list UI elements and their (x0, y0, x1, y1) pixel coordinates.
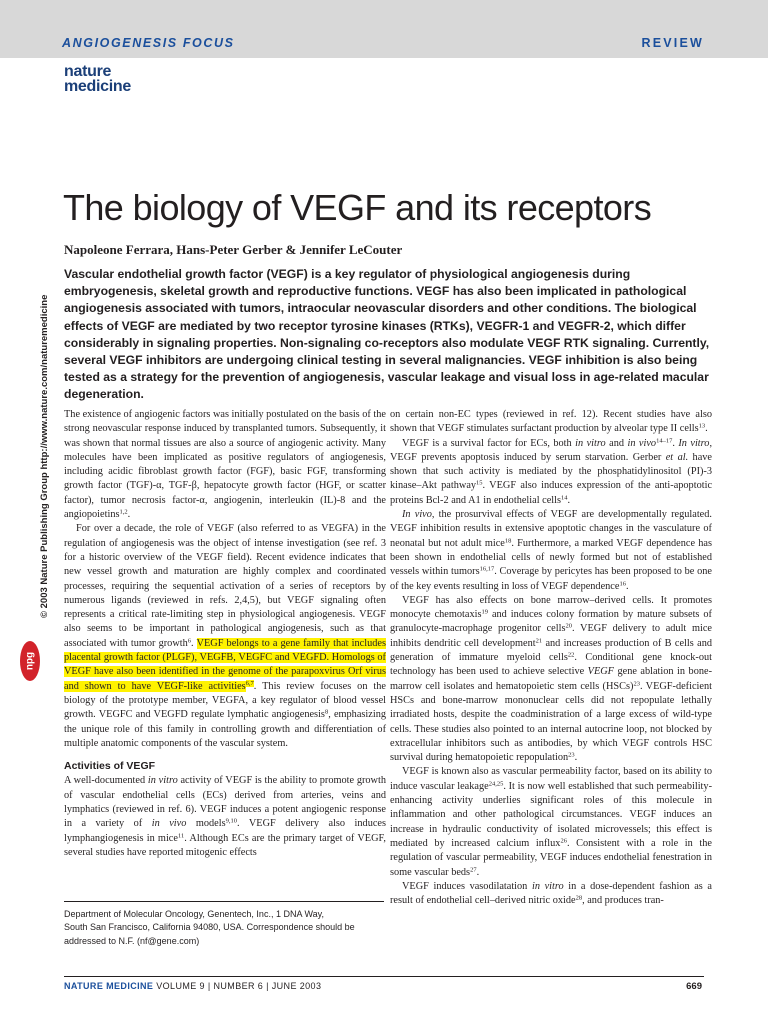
text-run: . (672, 437, 679, 449)
text-run: VEGF induces vasodilatation (402, 880, 532, 892)
italic-run: In vivo (402, 509, 432, 521)
logo-line-nature: nature (64, 63, 112, 80)
citation: 23 (568, 751, 575, 759)
text-run: . This review focuses on the biology of the prototype member, VEGFA, a key regulator of blood vessel growth. VEGFC and VEGFD regulate lymphatic angiogenesis (64, 680, 386, 721)
text-run: , VEGF prevents apoptosis induced by serum starvation. Gerber (390, 437, 713, 463)
author-list: Napoleone Ferrara, Hans-Peter Gerber & Jennifer LeCouter (64, 242, 403, 257)
text-run: and increases production of B cells and generation of immature myeloid cells (390, 637, 712, 664)
italic-run: VEGF (587, 666, 614, 678)
text-run: models (186, 818, 226, 830)
citation: 20 (565, 622, 572, 630)
footer-issue: VOLUME 9 | NUMBER 6 | JUNE 2003 (156, 981, 322, 991)
page-number: 669 (686, 981, 702, 992)
logo-line-medicine: medicine (64, 78, 131, 95)
text-run: . (191, 637, 197, 649)
body-column-left (64, 408, 386, 860)
italic-run: in vitro (531, 880, 564, 892)
article-title: The biology of VEGF and its receptors (63, 187, 652, 228)
footnote-line: South San Francisco, California 94080, USA. Correspondence should be (64, 922, 355, 933)
text-run: . Consistent with a role in the regulation of vascular permeability, VEGF induces endothelial fenestration in some vascular beds (390, 837, 712, 878)
citation: 14 (561, 494, 568, 502)
citation: 19 (481, 608, 488, 616)
abstract: Vascular endothelial growth factor (VEGF) is a key regulator of physiological angiogenesis during embryogenesis, skeletal growth and reproductive functions. VEGF has also been implicated in pathological angiogenesis associated with tumors, intraocular neovascular disorders and other conditions. The biological effects of VEGF are mediated by two receptor tyrosine kinases (RTKs), VEGFR-1 and VEGFR-2, which differ considerably in signaling properties. Non-signaling co-receptors also modulate VEGF RTK signaling. Currently, several VEGF inhibitors are undergoing clinical testing in several malignancies. VEGF inhibition is also being tested as a strategy for the prevention of angiogenesis, vascular leakage and visual loss in age-related macular degeneration. (64, 267, 710, 402)
citation: 28 (575, 894, 583, 902)
text-run: VEGF is known also as vascular permeability factor, based on its ability to induce vascular leakage (390, 766, 712, 792)
citation: 16,17 (479, 565, 495, 573)
citation: 11 (177, 832, 185, 840)
text-run: , and produces tran- (582, 895, 664, 907)
text-run: , emphasizing the unique role of this family in controlling growth and differentiation of multiple anatomic components of the vascular system. (64, 709, 386, 749)
text-run: and (605, 437, 628, 449)
italic-run: in vivo (627, 437, 657, 449)
italic-run: in vitro (575, 437, 606, 449)
paragraph (390, 437, 712, 508)
text-run: . It is now well established that such permeability-enhancing activity underlies significant roles of this molecule in inflammation and other pathological circumstances. VEGF induces an increase in hydraulic conductivity of isolated microvessels; this effect is mediated by increased calcium influx (390, 780, 712, 849)
footnote-line: addressed to N.F. (nf@gene.com) (64, 935, 200, 946)
text-run: . (567, 494, 571, 506)
paragraph (64, 408, 386, 522)
text-run: A well-documented (64, 775, 148, 787)
footer-journal-name: NATURE MEDICINE (64, 981, 154, 991)
text-run: . Although ECs are the primary target of VEGF, several studies have reported mitogenic effects (64, 832, 386, 858)
italic-run: in vivo (151, 818, 187, 830)
citation: 23 (633, 680, 640, 688)
citation: 8 (324, 708, 329, 716)
text-run: . (127, 509, 131, 521)
citation: 15 (476, 479, 483, 487)
text-run: . Furthermore, a marked VEGF dependence has been shown in endothelial cells of newly formed but not of established vessels within tumors (390, 537, 712, 578)
text-run: , the prosurvival effects of VEGF are developmentally regulated. VEGF inhibition results in extensive apoptotic changes in the vasculature of neonatal but not adult mice (390, 509, 712, 549)
paragraph (64, 774, 386, 860)
paragraph (64, 522, 386, 751)
citation: 1,2 (119, 508, 128, 516)
footnote-divider (64, 901, 384, 902)
citation: 26 (560, 837, 567, 845)
text-run: activity of VEGF is the ability to promote growth of vascular endothelial cells (ECs) derived from arteries, veins and lymphatics (reviewed in ref. 6). VEGF induces a potent angiogenic response in a variety of (64, 775, 386, 830)
text-run: VEGF is a survival factor for ECs, both (402, 437, 576, 449)
npg-logo-text: npg (24, 651, 36, 671)
footer-citation (64, 981, 321, 991)
paragraph (390, 408, 712, 437)
paragraph (390, 508, 712, 594)
citation: 24,25 (488, 780, 504, 788)
text-run: . (476, 866, 480, 878)
text-run: . VEGF also induces expression of the anti-apoptotic proteins Bcl-2 and A1 in endothelial cells (390, 480, 713, 506)
text-run: . Conditional gene knock-out technology has been used to achieve selective (390, 652, 713, 678)
npg-logo-icon (19, 640, 41, 682)
text-run: . Coverage by pericytes has been proposed to be one of the key events resulting in loss of VEGF dependence (390, 566, 712, 592)
citation: 22 (567, 651, 575, 659)
text-run: on certain non-EC types (reviewed in ref. 12). Recent studies have also shown that VEGF stimulates surfactant production by alveolar type II cells (390, 409, 712, 435)
footer-divider (64, 976, 704, 977)
italic-run: In vitro (678, 437, 710, 449)
text-run: . (705, 423, 708, 435)
journal-logo (64, 64, 131, 94)
article-type-label: REVIEW (641, 36, 704, 50)
copyright-text: © 2003 Nature Publishing Group http://www.nature.com/naturemedicine (39, 294, 50, 618)
citation: 18 (504, 537, 512, 545)
citation: 13 (698, 422, 706, 430)
text-run: . VEGF-deficient HSCs and bone-marrow mononuclear cells did not repopulate lethally irradiated hosts, despite the coadministration of a large excess of wild-type cells. These studies also pointed to an internal autocrine loop, not blocked by extracellular inhibitors such as antibodies, by which VEGF controls HSC survival during hematopoietic repopulation (390, 680, 712, 764)
text-run: have shown that such activity is mediated by the phosphatidylinositol (PI)-3 kinase–Akt pathway (390, 451, 712, 492)
affiliation-footnote (64, 908, 384, 948)
citation: 27 (470, 866, 477, 873)
text-run: VEGF has also effects on bone marrow–derived cells. It promotes monocyte chemotaxis (390, 594, 712, 621)
text-run: . (625, 580, 629, 592)
text-run: . VEGF delivery to adult mice inhibits dendritic cell development (390, 623, 712, 649)
italic-run: in vitro (147, 775, 178, 787)
citation: 14–17 (656, 437, 673, 445)
italic-run: et al. (665, 451, 689, 463)
text-run: . VEGF delivery also induces lymphangiogenesis in mice (64, 818, 386, 844)
citation: 6 (187, 637, 192, 645)
section-heading: Activities of VEGF (64, 760, 156, 773)
copyright-sidebar (33, 218, 50, 638)
citation: 21 (535, 637, 543, 645)
text-run: The existence of angiogenic factors was initially postulated on the basis of the strong neovascular response induced by transplanted tumors. Subsequently, it was shown that normal tissues are also a source of angiogenic activity. Many molecules have been implicated as positive regulators of angiogenesis, including acidic fibroblast growth factor (FGF), basic FGF, transforming growth factor (TGF)-α, TGF-β, hepatocyte growth factor (HGF, or scatter factor), tumor necrosis factor-α, angiogenin, interleukin (IL)-8 and the angiopoietins (64, 409, 386, 521)
highlighted-text: VEGF belongs to a gene family that includes placental growth factor (PLGF), VEGFB, VEGFC and VEGFD. Homologs of VEGF have also been identified in the genome of the parapoxvirus Orf virus and shown to have VEGF-like activities (64, 637, 386, 692)
paragraph (390, 594, 712, 766)
body-column-right (390, 408, 712, 908)
text-run: and induces colony formation by mature subsets of granulocyte-macrophage progenitor cells (390, 609, 712, 635)
text-run: gene ablation in bone-marrow cell isolates and hematopoietic stem cells (HSCs) (390, 666, 712, 692)
citation: 9,10 (225, 817, 237, 825)
paragraph (390, 765, 712, 879)
section-label: ANGIOGENESIS FOCUS (62, 36, 235, 50)
text-run: . (574, 752, 578, 764)
citation: 16 (619, 580, 626, 588)
text-run: in a dose-dependent fashion as a result of endothelial cell–derived nitric oxide (390, 880, 712, 907)
paragraph (390, 880, 712, 909)
text-run: For over a decade, the role of VEGF (also referred to as VEGFA) in the regulation of angiogenesis was the object of intense investigation (see ref. 3 for a historic overview of the VEGF field). Recent evidence indicates that new vessel growth and maturation are highly complex and coordinated processes, requiring the sequential activation of a series of receptors by numerous ligands (reviewed in refs. 2,4,5), but VEGF signaling often represents a critical rate-limiting step in physiological angiogenesis. VEGF also seems to be important in pathological angiogenesis, such as that associated with tumor growth (64, 523, 386, 649)
footnote-line: Department of Molecular Oncology, Genentech, Inc., 1 DNA Way, (64, 909, 324, 919)
citation: 6,7 (245, 680, 254, 688)
